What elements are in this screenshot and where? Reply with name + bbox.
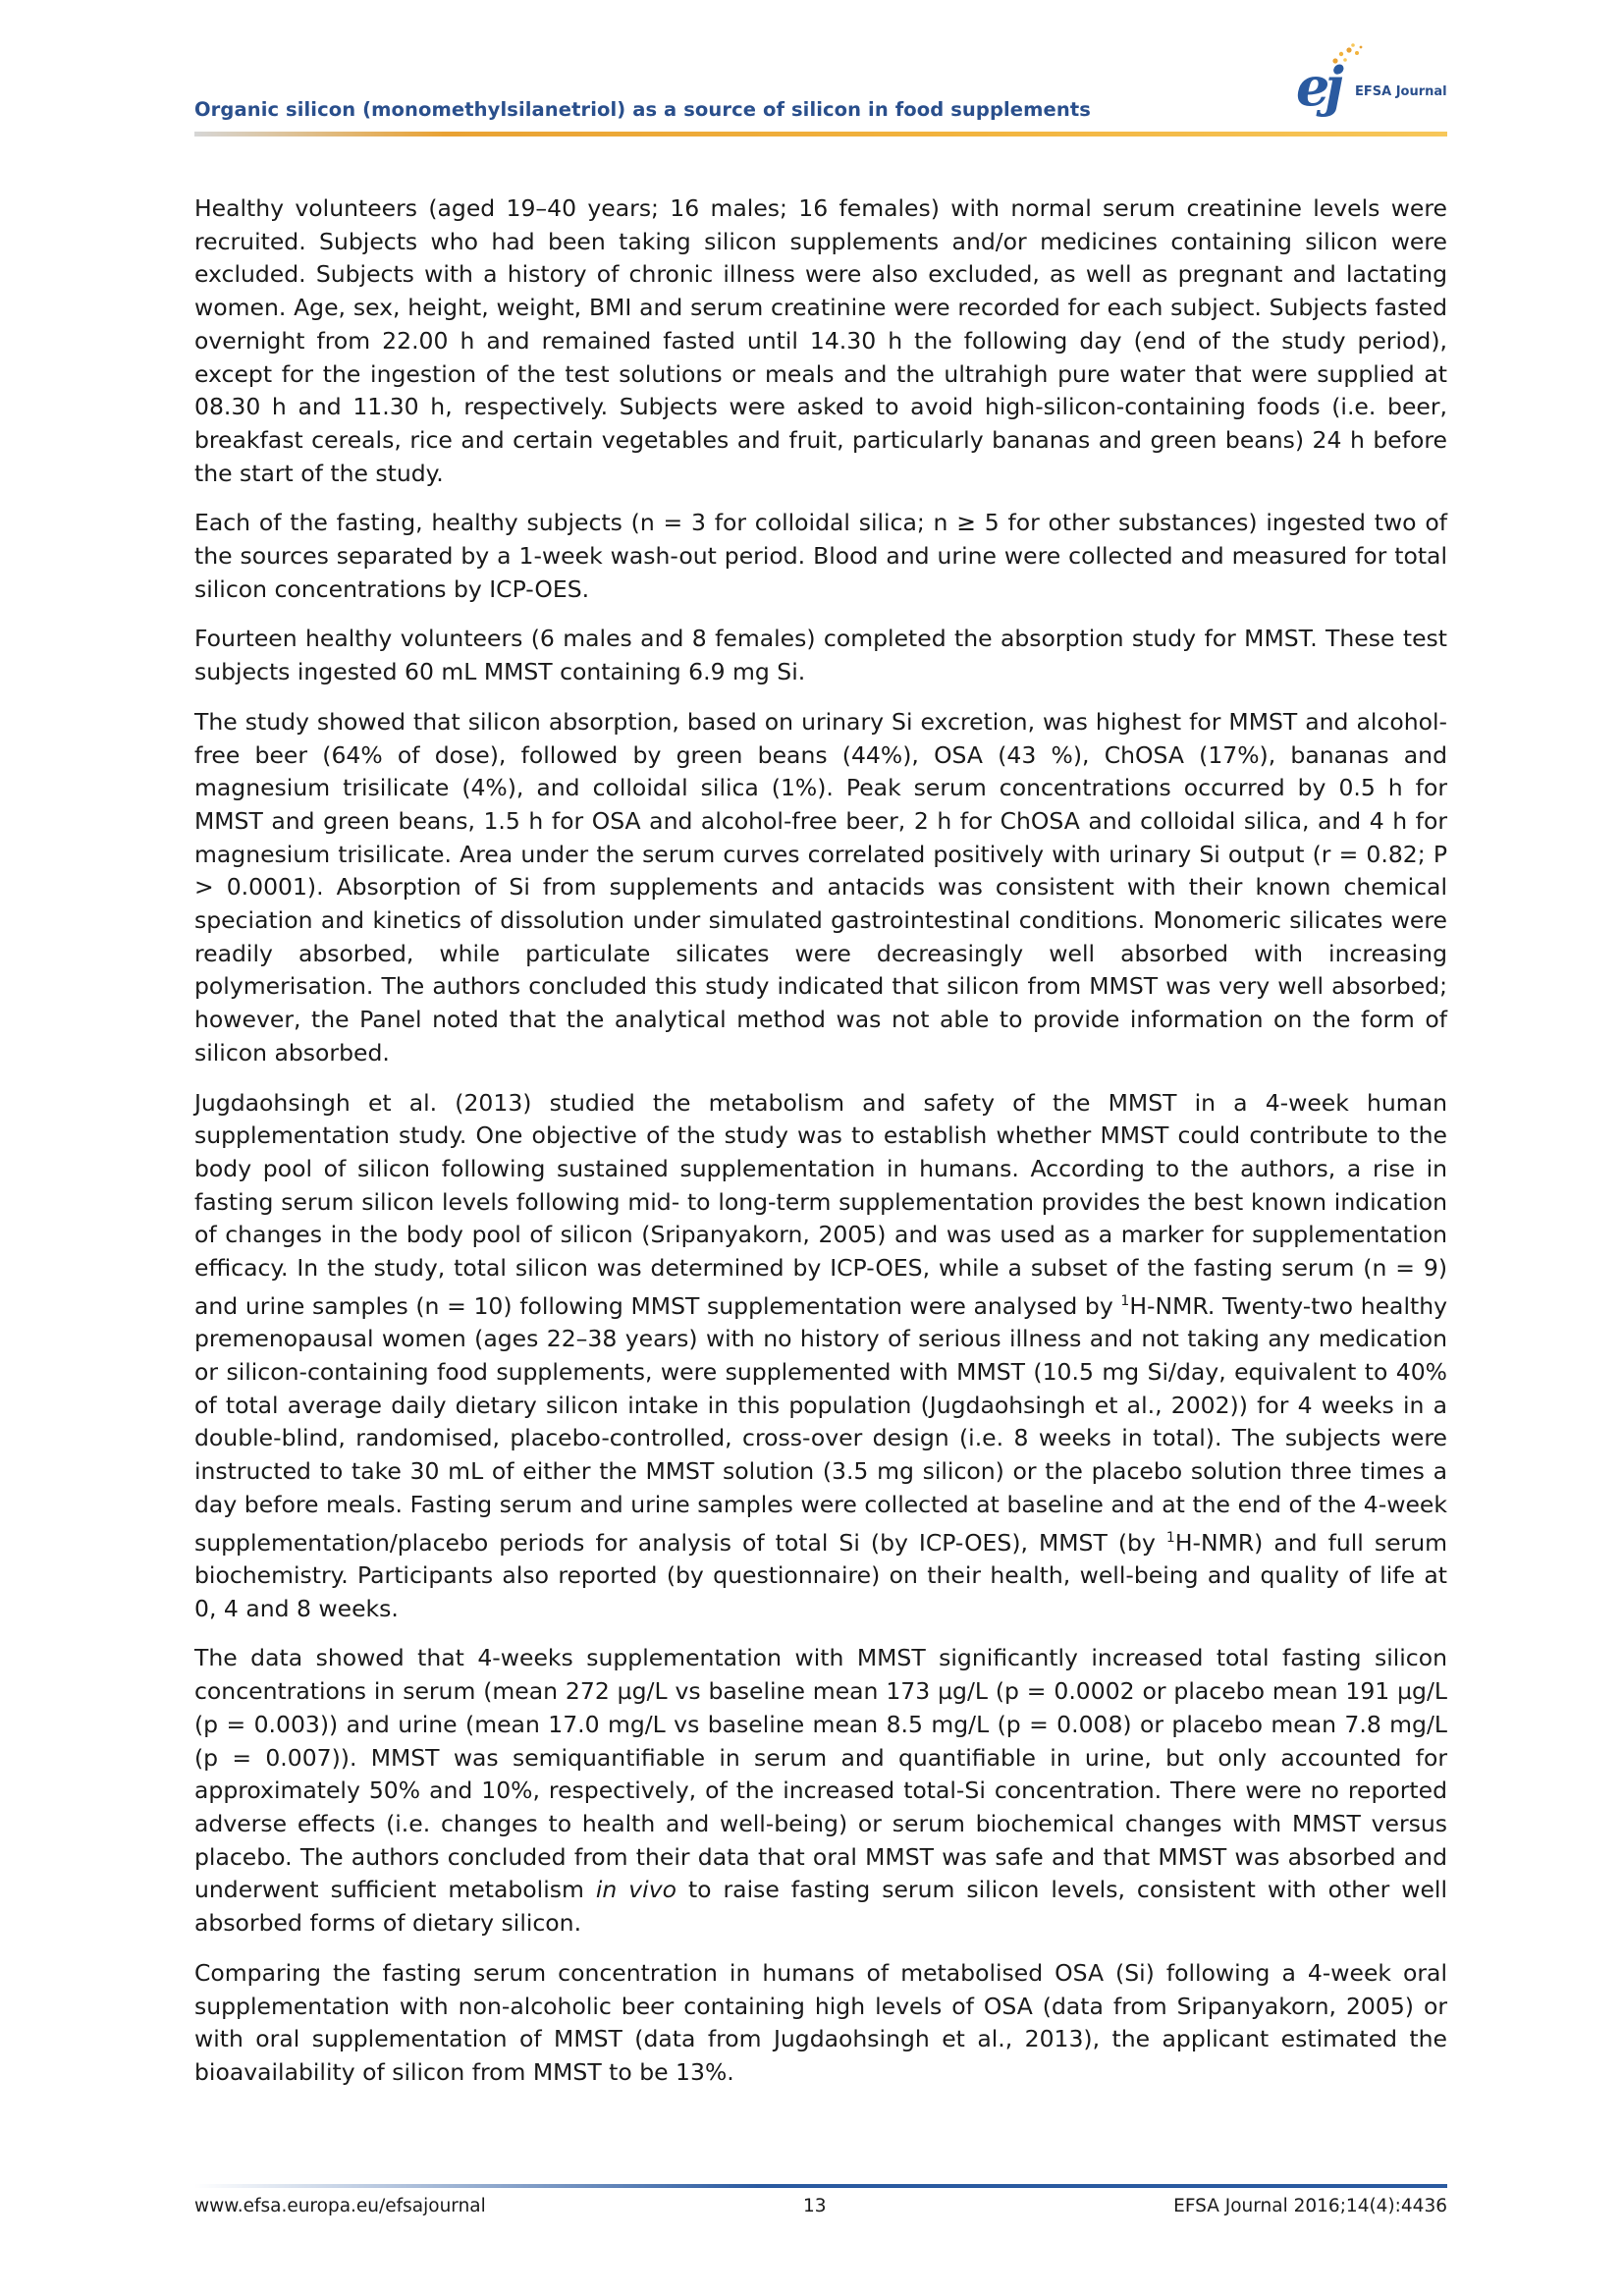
running-header-title: Organic silicon (monomethylsilanetriol) as a source of silicon in food supplements (194, 98, 1091, 121)
paragraph: Fourteen healthy volunteers (6 males and 8 females) completed the absorption study for MMST. These test subjects ingested 60 mL MMST containing 6.9 mg Si. (194, 625, 1447, 686)
efsa-journal-logo (1292, 41, 1449, 130)
italic-term: in vivo (595, 1876, 676, 1904)
paragraph: Jugdaohsingh et al. (2013) studied the metabolism and safety of the MMST in a 4-week human supplementation study. One objective of the study was to establish whether MMST could contribute to the body pool of silicon following sustained supplementation in humans. According to the authors, a rise in fasting serum silicon levels following mid- to long-term supplementation provides the best known indication of changes in the body pool of silicon (Sripanyakorn, 2005) and was used as a marker for supplementation efficacy. In the study, total silicon was determined by ICP-OES, while a subset of the fasting serum (n = 9) and urine samples (n = 10) following MMST supplementation were analysed by $^1$H-NMR. Twenty-two healthy premenopausal women (ages 22–38 years) with no history of serious illness and not taking any medication or silicon-containing food supplements, were supplemented with MMST (10.5 mg Si/day, equivalent to 40% of total average daily dietary silicon intake in this population (Jugdaohsingh et al., 2002)) for 4 weeks in a double-blind, randomised, placebo-controlled, cross-over design (i.e. 8 weeks in total). The subjects were instructed to take 30 mL of either the MMST solution (3.5 mg silicon) or the placebo solution three times a day before meals. Fasting serum and urine samples were collected at baseline and at the end of the 4-week supplementation/placebo periods for analysis of total Si (by ICP-OES), MMST (by $^1$H-NMR) and full serum biochemistry. Participants also reported (by questionnaire) on their health, well-being and quality of life at 0, 4 and 8 weeks. (194, 1088, 1448, 1622)
logo-label: EFSA Journal (1355, 84, 1447, 99)
paragraph: The study showed that silicon absorption, based on urinary Si excretion, was highest for MMST and alcohol-free beer (64% of dose), followed by green beans (44%), OSA (43 %), ChOSA (17%), bananas and magnesium trisilicate (4%), and colloidal silica (1%). Peak serum concentrations occurred by 0.5 h for MMST and green beans, 1.5 h for OSA and alcohol-free beer, 2 h for ChOSA and colloidal silica, and 4 h for magnesium trisilicate. Area under the serum curves correlated positively with urinary Si output (r = 0.82; P > 0.0001). Absorption of Si from supplements and antacids was consistent with their known chemical speciation and kinetics of dissolution under simulated gastrointestinal conditions. Monomeric silicates were readily absorbed, while particulate silicates were decreasingly well absorbed with increasing polymerisation. The authors concluded this study indicated that silicon from MMST was very well absorbed; however, the Panel noted that the analytical method was not able to provide information on the form of silicon absorbed. (194, 707, 1447, 1066)
logo-mark: ej (1296, 55, 1339, 118)
paragraph: Each of the fasting, healthy subjects (n = 3 for colloidal silica; n ≥ 5 for other substances) ingested two of the sources separated by a 1-week wash-out period. Blood and urine were collected and measured for total silicon concentrations by ICP-OES. (194, 509, 1447, 603)
page-number: 13 (803, 2196, 827, 2216)
footer-rule (194, 2184, 1447, 2188)
header-rule (194, 132, 1447, 137)
paragraph: The data showed that 4-weeks supplementation with MMST significantly increased total fasting silicon concentrations in serum (mean 272 µg/L vs baseline mean 173 µg/L (p = 0.0002 or placebo mean 191 µg/L (p = 0.003)) and urine (mean 17.0 mg/L vs baseline mean 8.5 mg/L (p = 0.008) or placebo mean 7.8 mg/L (p = 0.007)). MMST was semiquantifiable in serum and quantifiable in urine, but only accounted for approximately 50% and 10%, respectively, of the increased total-Si concentration. There were no reported adverse effects (i.e. changes to health and well-being) or serum biochemical changes with MMST versus placebo. The authors concluded from their data that oral MMST was safe and that MMST was absorbed and underwent sufficient metabolism in vivo to raise fasting serum silicon levels, consistent with other well absorbed forms of dietary silicon. (194, 1644, 1447, 1938)
journal-citation: EFSA Journal 2016;14(4):4436 (1173, 2196, 1447, 2216)
superscript: 1 (1165, 1529, 1175, 1546)
body-text (194, 192, 1447, 2106)
paragraph: Comparing the fasting serum concentration in humans of metabolised OSA (Si) following a 4-week oral supplementation with non-alcoholic beer containing high levels of OSA (data from Sripanyakorn, 2005) or with oral supplementation of MMST (data from Jugdaohsingh et al., 2013), the applicant estimated the bioavailability of silicon from MMST to be 13%. (194, 1958, 1447, 2086)
superscript: 1 (1120, 1292, 1130, 1309)
footer-url[interactable]: www.efsa.europa.eu/efsajournal (194, 2196, 486, 2216)
paragraph: Healthy volunteers (aged 19–40 years; 16 males; 16 females) with normal serum creatinine levels were recruited. Subjects who had been taking silicon supplements and/or medicines containing silicon were excluded. Subjects with a history of chronic illness were also excluded, as well as pregnant and lactating women. Age, sex, height, weight, BMI and serum creatinine were recorded for each subject. Subjects fasted overnight from 22.00 h and remained fasted until 14.30 h the following day (end of the study period), except for the ingestion of the test solutions or meals and the ultrahigh pure water that were supplied at 08.30 h and 11.30 h, respectively. Subjects were asked to avoid high-silicon-containing foods (i.e. beer, breakfast cereals, rice and certain vegetables and fruit, particularly bananas and green beans) 24 h before the start of the study. (194, 194, 1447, 487)
